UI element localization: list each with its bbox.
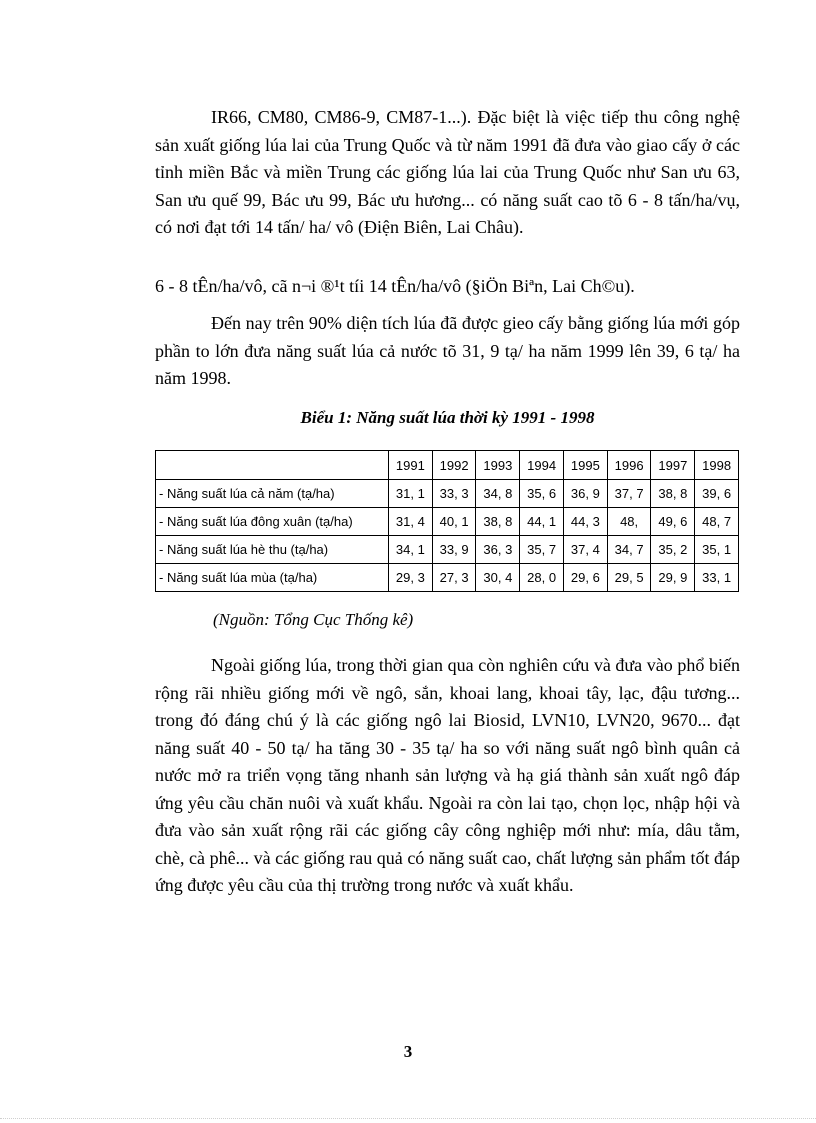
paragraph-intro (155, 104, 740, 242)
table-cell: 33, 9 (432, 536, 476, 564)
paragraph-adoption-text: Đến nay trên 90% diện tích lúa đã được gieo cấy bằng giống lúa mới góp phần to lớn đưa năng suất lúa cả nước tõ 31, 9 tạ/ ha năm 1999 lên 39, 6 tạ/ ha năm 1998. (155, 313, 740, 388)
table-row (156, 536, 739, 564)
header-year: 1996 (607, 451, 651, 480)
yield-table (155, 450, 739, 592)
table-cell: 31, 4 (388, 508, 432, 536)
table-source: (Nguồn: Tổng Cục Thống kê) (213, 610, 414, 629)
table-header-row (156, 451, 739, 480)
table-cell: 35, 2 (651, 536, 695, 564)
paragraph-other-crops (155, 652, 740, 900)
row-label: - Năng suất lúa mùa (tạ/ha) (156, 564, 389, 592)
header-year: 1991 (388, 451, 432, 480)
row-label: - Năng suất lúa hè thu (tạ/ha) (156, 536, 389, 564)
table-cell: 34, 1 (388, 536, 432, 564)
table-cell: 44, 1 (520, 508, 564, 536)
table-cell: 31, 1 (388, 480, 432, 508)
header-year: 1997 (651, 451, 695, 480)
table-cell: 29, 3 (388, 564, 432, 592)
table-cell: 49, 6 (651, 508, 695, 536)
paragraph-adoption (155, 310, 740, 393)
table-cell: 29, 9 (651, 564, 695, 592)
table-cell: 38, 8 (651, 480, 695, 508)
table-cell: 48, (607, 508, 651, 536)
table-cell: 36, 9 (563, 480, 607, 508)
row-label: - Năng suất lúa đông xuân (tạ/ha) (156, 508, 389, 536)
table-cell: 44, 3 (563, 508, 607, 536)
page-number: 3 (403, 1042, 413, 1061)
table-cell: 40, 1 (432, 508, 476, 536)
table-cell: 35, 7 (520, 536, 564, 564)
table-cell: 37, 4 (563, 536, 607, 564)
table-row (156, 480, 739, 508)
table-row (156, 508, 739, 536)
table-cell: 33, 1 (695, 564, 739, 592)
table-cell: 35, 1 (695, 536, 739, 564)
table-cell: 38, 8 (476, 508, 520, 536)
table-row (156, 564, 739, 592)
paragraph-other-crops-text: Ngoài giống lúa, trong thời gian qua còn nghiên cứu và đưa vào phổ biến rộng rãi nhiều giống mới về ngô, sắn, khoai lang, khoai tây, lạc, đậu tương... trong đó đáng chú ý là các giống ngô lai Biosid, LVN10, LVN20, 9670... đạt năng suất 40 - 50 tạ/ ha tăng 30 - 35 tạ/ ha so với năng suất ngô bình quân cả nước mở ra triển vọng tăng nhanh sản lượng và hạ giá thành sản xuất ngô đáp ứng yêu cầu chăn nuôi và xuất khẩu. Ngoài ra còn lai tạo, chọn lọc, nhập hội và đưa vào sản xuất rộng rãi các giống cây công nghiệp mới như: mía, dâu tằm, chè, cà phê... và các giống rau quả có năng suất cao, chất lượng sản phẩm tốt đáp ứng được yêu cầu của thị trường trong nước và xuất khẩu. (155, 655, 740, 895)
table-cell: 37, 7 (607, 480, 651, 508)
header-year: 1994 (520, 451, 564, 480)
table-cell: 29, 5 (607, 564, 651, 592)
table-cell: 34, 8 (476, 480, 520, 508)
table-cell: 33, 3 (432, 480, 476, 508)
table-cell: 39, 6 (695, 480, 739, 508)
table-cell: 28, 0 (520, 564, 564, 592)
paragraph-intro-text: IR66, CM80, CM86-9, CM87-1...). Đặc biệt là việc tiếp thu công nghệ sản xuất giống lúa lai của Trung Quốc và từ năm 1991 đã đưa vào giao cấy ở các tỉnh miền Bắc và miền Trung các giống lúa lai của Trung Quốc như San ưu 63, San ưu quế 99, Bác ưu 99, Bác ưu hương... có năng suất cao tõ 6 - 8 tấn/ha/vụ, có nơi đạt tới 14 tấn/ ha/ vô (Điện Biên, Lai Châu). (155, 107, 740, 237)
table-cell: 27, 3 (432, 564, 476, 592)
table-cell: 29, 6 (563, 564, 607, 592)
garbled-line: 6 - 8 tÊn/ha/vô, cã n¬i ®¹t tíi 14 tÊn/ha/vô (§iÖn Biªn, Lai Ch©u). (155, 276, 635, 296)
table-cell: 48, 7 (695, 508, 739, 536)
header-empty-cell (156, 451, 389, 480)
table-cell: 34, 7 (607, 536, 651, 564)
header-year: 1993 (476, 451, 520, 480)
table-caption: Biểu 1: Năng suất lúa thời kỳ 1991 - 1998 (300, 408, 595, 427)
header-year: 1995 (563, 451, 607, 480)
table-cell: 30, 4 (476, 564, 520, 592)
table-cell: 35, 6 (520, 480, 564, 508)
header-year: 1998 (695, 451, 739, 480)
header-year: 1992 (432, 451, 476, 480)
page-bottom-divider (0, 1118, 816, 1119)
table-cell: 36, 3 (476, 536, 520, 564)
row-label: - Năng suất lúa cả năm (tạ/ha) (156, 480, 389, 508)
